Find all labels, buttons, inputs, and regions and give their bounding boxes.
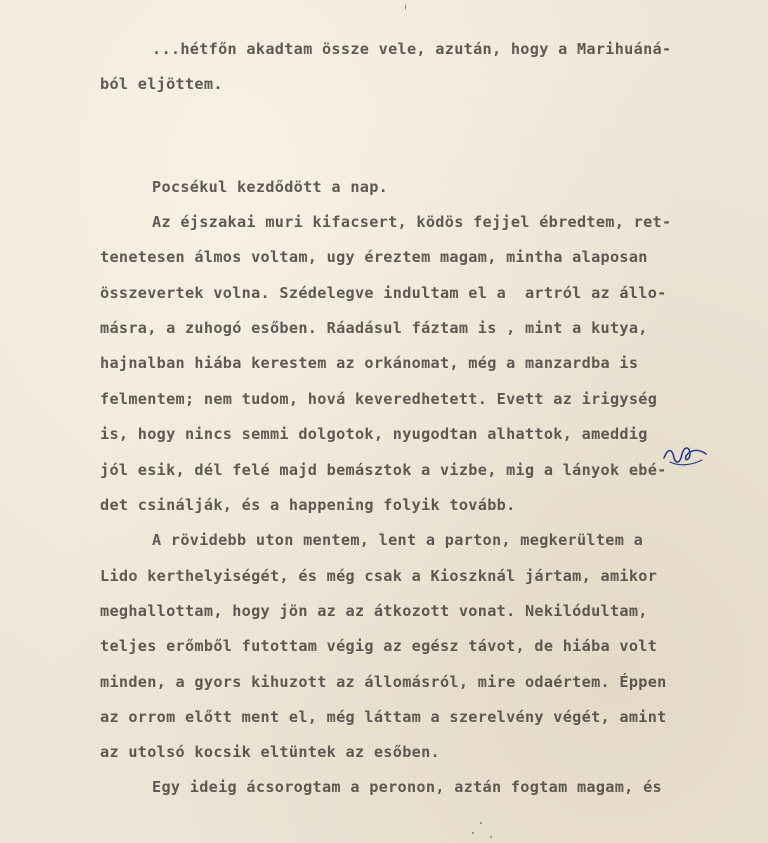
text-line-9: felmentem; nem tudom, hová keveredhetett. Evett az irigység [100, 390, 658, 408]
text-line-12: det csinálják, és a happening folyik tovább. [100, 496, 516, 514]
text-line-6: összevertek volna. Szédelegve indultam el a artról az állo- [100, 284, 667, 302]
text-line-1: ...hétfőn akadtam össze vele, azután, hogy a Marihuáná- [152, 40, 672, 58]
text-line-7: másra, a zuhogó esőben. Ráadásul fáztam is , mint a kutya, [100, 319, 648, 337]
text-line-20: Egy ideig ácsorogtam a peronon, aztán fogtam magam, és [152, 778, 662, 796]
text-line-4: Az éjszakai muri kifacsert, ködös fejjel ébredtem, ret- [152, 213, 672, 231]
text-line-11: jól esik, dél felé majd bemásztok a vizbe, mig a lányok ebé- [100, 461, 667, 479]
paper-speck [490, 836, 492, 838]
text-line-19: az utolsó kocsik eltüntek az esőben. [100, 743, 440, 761]
text-line-13: A rövidebb uton mentem, lent a parton, megkerültem a [152, 531, 644, 549]
text-line-15: meghallottam, hogy jön az az átkozott vonat. Nekilódultam, [100, 602, 648, 620]
text-line-18: az orrom előtt ment el, még láttam a szerelvény végét, amint [100, 708, 667, 726]
handwritten-correction-mark [660, 440, 710, 470]
paper-speck [405, 4, 406, 10]
text-line-5: tenetesen álmos voltam, ugy éreztem magam, mintha alaposan [100, 248, 648, 266]
text-line-2: ból eljöttem. [100, 75, 223, 93]
text-line-3: Pocsékul kezdődött a nap. [152, 178, 389, 196]
text-line-10: is, hogy nincs semmi dolgotok, nyugodtan alhattok, ameddig [100, 425, 648, 443]
paper-speck [480, 822, 482, 824]
text-line-17: minden, a gyors kihuzott az állomásról, mire odaértem. Éppen [100, 673, 667, 691]
paper-speck [472, 832, 474, 834]
text-line-16: teljes erőmből futottam végig az egész távot, de hiába volt [100, 637, 658, 655]
text-line-8: hajnalban hiába kerestem az orkánomat, még a manzardba is [100, 354, 639, 372]
text-line-14: Lido kerthelyiségét, és még csak a Kioszknál jártam, amikor [100, 567, 658, 585]
